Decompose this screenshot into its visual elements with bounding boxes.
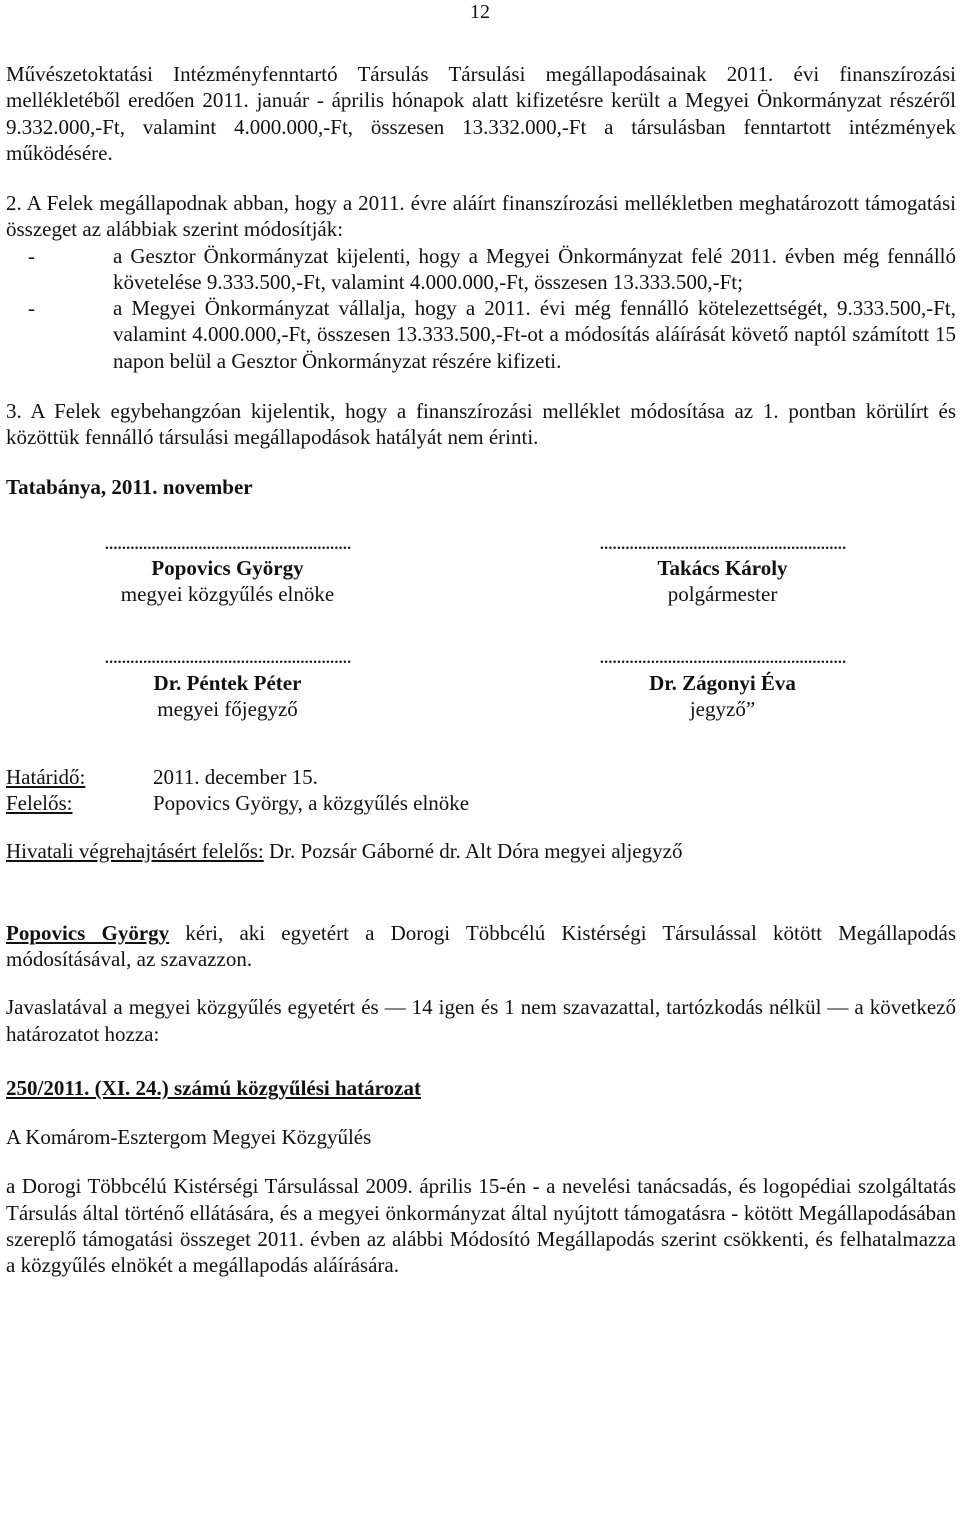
signature-line: .......................................................... (599, 644, 846, 669)
signature-block (481, 529, 956, 608)
list-item (6, 295, 956, 374)
page-number: 12 (470, 1, 490, 23)
deadline-label: Határidő: (6, 765, 86, 789)
responsible-value: Popovics György, a közgyűlés elnöke (153, 791, 470, 816)
list-dash: - (28, 243, 35, 268)
deadline-value: 2011. december 15. (153, 765, 318, 789)
responsible-row (6, 790, 956, 816)
resolution-title: 250/2011. (XI. 24.) számú közgyűlési határozat (6, 1075, 421, 1100)
place-date: Tatabánya, 2011. november (6, 475, 253, 500)
list-dash: - (28, 296, 35, 320)
list-item (6, 243, 956, 296)
signer-name: Dr. Zágonyi Éva (649, 670, 796, 695)
assembly-name: A Komárom-Esztergom Megyei Közgyűlés (6, 1125, 372, 1149)
signature-line: .......................................................... (104, 644, 351, 669)
requester-name: Popovics György (6, 920, 170, 945)
signature-row (6, 529, 956, 608)
deadline-row (6, 764, 956, 790)
list-item-text: a Gesztor Önkormányzat kijelenti, hogy a Megyei Önkormányzat felé 2011. évben még fennálló követelése 9.333.500,-Ft, valamint 4.000.000,-Ft, összesen 13.333.500,-Ft; (113, 243, 956, 294)
signer-title: megyei közgyűlés elnöke (120, 582, 335, 606)
office-value: Dr. Pozsár Gáborné dr. Alt Dóra megyei aljegyző (268, 838, 683, 863)
signer-name: Popovics György (151, 555, 304, 580)
paragraph-point-2: 2. A Felek megállapodnak abban, hogy a 2011. évre aláírt finanszírozási mellékletben meghatározott támogatási összeget az alábbiak szerint módosítják: (6, 191, 956, 242)
request-text: kéri, aki egyetért a Dorogi Többcélú Kistérségi Társulással kötött Megállapodás módosításával, az szavazzon. (6, 920, 956, 971)
list-item-text: a Megyei Önkormányzat vállalja, hogy a 2011. évi még fennálló kötelezettségét, 9.333.500,-Ft, valamint 4.000.000,-Ft, összesen 13.333.500,-Ft-ot a módosítás aláírását követő naptól számított 15 napon belül a Gesztor Önkormányzat részére kifizeti. (113, 296, 956, 373)
signature-block (481, 643, 956, 722)
paragraph-resolution: a Dorogi Többcélú Kistérségi Társulással 2009. április 15-én - a nevelési tanácsadás, és logopédiai szolgáltatás Társulás által történő ellátására, és a megyei önkormányzat által nyújtott támogatásra - kötött Megállapodásában szereplő támogatási összeget 2011. évben az alábbi Módosító Megállapodás szerint csökkenti, és felhatalmazza a közgyűlés elnökét a megállapodás aláírására. (6, 1174, 956, 1277)
office-responsible (6, 838, 956, 864)
signature-line: .......................................................... (104, 529, 351, 554)
amendment-list (6, 243, 956, 374)
signer-title: jegyző” (689, 696, 756, 721)
paragraph-point-3: 3. A Felek egybehangzóan kijelentik, hogy a finanszírozási melléklet módosítása az 1. pontban körülírt és közöttük fennálló társulási megállapodások hatályát nem érinti. (6, 398, 956, 449)
signer-title: polgármester (667, 582, 778, 606)
responsible-label: Felelős: (6, 791, 73, 816)
office-label: Hivatali végrehajtásért felelős: (6, 838, 264, 863)
paragraph-funding-history: Művészetoktatási Intézményfenntartó Társulás Társulási megállapodásainak 2011. évi finanszírozási mellékletéből eredően 2011. január - április hónapok alatt kifizetésre került a Megyei Önkormányzat részéről 9.332.000,-Ft, valamint 4.000.000,-Ft, összesen 13.332.000,-Ft a társulásban fenntartott intézmények működésére. (6, 62, 956, 165)
signature-block (6, 529, 481, 608)
paragraph-request (6, 920, 956, 973)
signer-title: megyei főjegyző (157, 696, 298, 721)
signer-name: Takács Károly (657, 555, 788, 580)
document-body (6, 61, 956, 1278)
signature-line: .......................................................... (599, 529, 846, 554)
signer-name: Dr. Péntek Péter (153, 670, 302, 695)
signature-row (6, 643, 956, 722)
paragraph-vote: Javaslatával a megyei közgyűlés egyetért és — 14 igen és 1 nem szavazattal, tartózkodás nélkül — a következő határozatot hozza: (6, 995, 956, 1046)
signature-block (6, 643, 481, 722)
